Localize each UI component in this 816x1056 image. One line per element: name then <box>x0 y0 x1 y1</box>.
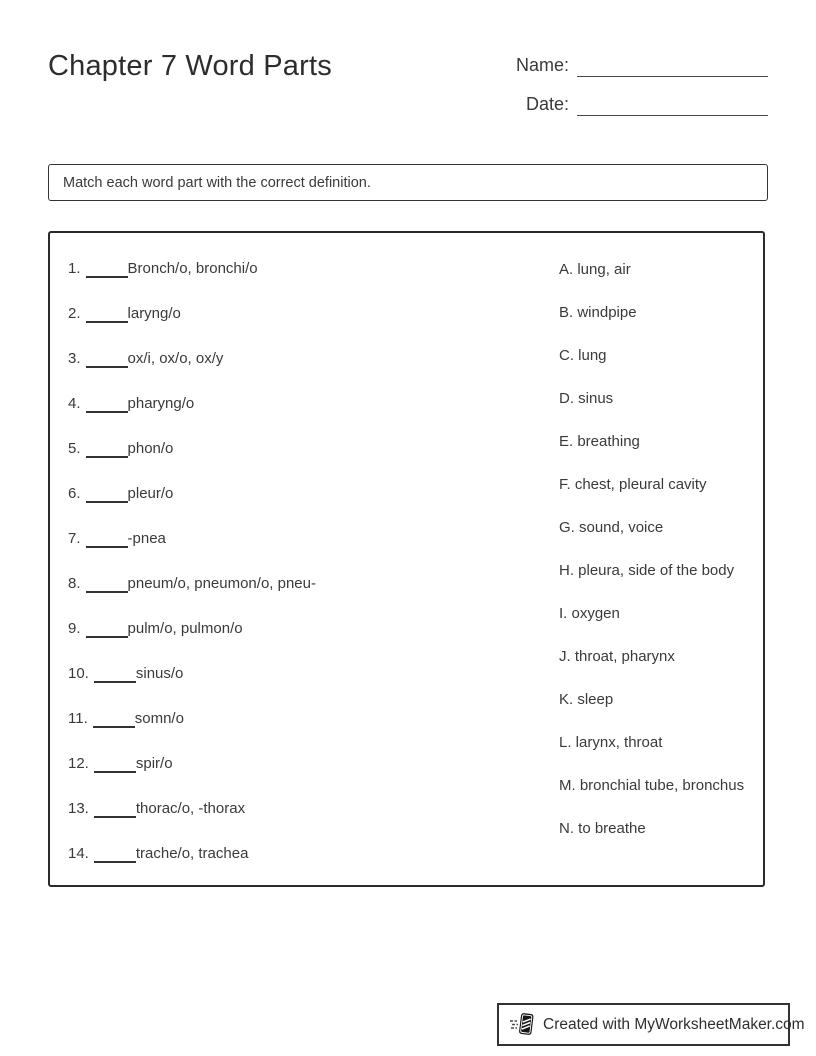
match-item-7 <box>68 530 316 548</box>
definition-option-e: E. breathing <box>559 433 640 450</box>
item-number: 1. <box>68 260 81 277</box>
item-term: trache/o, trachea <box>135 845 249 862</box>
item-term: laryng/o <box>127 305 181 322</box>
item-term: pharyng/o <box>127 395 195 412</box>
item-number: 14. <box>68 845 89 862</box>
definition-option-b: B. windpipe <box>559 304 637 321</box>
item-term: pleur/o <box>127 485 174 502</box>
item-term: spir/o <box>135 755 173 772</box>
match-item-11 <box>68 710 316 728</box>
item-term: ox/i, ox/o, ox/y <box>127 350 224 367</box>
item-number: 9. <box>68 620 81 637</box>
answer-blank-5[interactable] <box>86 444 128 458</box>
item-number: 2. <box>68 305 81 322</box>
item-number: 13. <box>68 800 89 817</box>
match-item-6 <box>68 485 316 503</box>
definition-option-a: A. lung, air <box>559 261 631 278</box>
definition-option-c: C. lung <box>559 347 607 364</box>
definition-option-n: N. to breathe <box>559 820 646 837</box>
item-term: phon/o <box>127 440 174 457</box>
definition-option-k: K. sleep <box>559 691 614 708</box>
answer-blank-6[interactable] <box>86 489 128 503</box>
item-number: 6. <box>68 485 81 502</box>
date-fill-line[interactable] <box>577 92 768 116</box>
definitions-column <box>559 261 744 863</box>
matching-quiz-box <box>48 231 765 887</box>
item-number: 8. <box>68 575 81 592</box>
worksheet-maker-logo-icon <box>509 1011 536 1038</box>
answer-blank-11[interactable] <box>93 714 135 728</box>
match-item-1 <box>68 260 316 278</box>
match-item-2 <box>68 305 316 323</box>
definition-option-i: I. oxygen <box>559 605 620 622</box>
item-number: 4. <box>68 395 81 412</box>
match-item-13 <box>68 800 316 818</box>
date-row <box>488 89 768 116</box>
match-item-10 <box>68 665 316 683</box>
item-number: 7. <box>68 530 81 547</box>
match-item-9 <box>68 620 316 638</box>
credit-footer <box>497 1003 805 1046</box>
answer-blank-1[interactable] <box>86 264 128 278</box>
answer-blank-14[interactable] <box>94 849 136 863</box>
terms-column <box>68 260 316 890</box>
item-term: pulm/o, pulmon/o <box>127 620 243 637</box>
answer-blank-12[interactable] <box>94 759 136 773</box>
definition-option-l: L. larynx, throat <box>559 734 663 751</box>
answer-blank-7[interactable] <box>86 534 128 548</box>
credit-text: Created with MyWorksheetMaker.com <box>543 1015 805 1033</box>
instructions-text: Match each word part with the correct definition. <box>63 174 371 191</box>
match-item-8 <box>68 575 316 593</box>
answer-blank-4[interactable] <box>86 399 128 413</box>
definition-option-j: J. throat, pharynx <box>559 648 675 665</box>
match-item-5 <box>68 440 316 458</box>
item-term: Bronch/o, bronchi/o <box>127 260 258 277</box>
answer-blank-13[interactable] <box>94 804 136 818</box>
instructions-box <box>48 164 768 201</box>
definition-option-m: M. bronchial tube, bronchus <box>559 777 745 794</box>
item-term: pneum/o, pneumon/o, pneu- <box>127 575 316 592</box>
match-item-12 <box>68 755 316 773</box>
answer-blank-9[interactable] <box>86 624 128 638</box>
match-item-14 <box>68 845 316 863</box>
answer-blank-2[interactable] <box>86 309 128 323</box>
item-number: 3. <box>68 350 81 367</box>
item-term: somn/o <box>134 710 184 727</box>
definition-option-h: H. pleura, side of the body <box>559 562 735 579</box>
match-item-4 <box>68 395 316 413</box>
item-term: -pnea <box>127 530 166 547</box>
answer-blank-8[interactable] <box>86 579 128 593</box>
item-number: 11. <box>68 710 88 727</box>
name-date-block <box>488 50 768 116</box>
answer-blank-3[interactable] <box>86 354 128 368</box>
name-fill-line[interactable] <box>577 53 768 77</box>
item-term: thorac/o, -thorax <box>135 800 246 817</box>
answer-blank-10[interactable] <box>94 669 136 683</box>
page-title: Chapter 7 Word Parts <box>48 50 332 82</box>
item-number: 12. <box>68 755 89 772</box>
definition-option-d: D. sinus <box>559 390 614 407</box>
name-label: Name: <box>515 55 569 75</box>
item-term: sinus/o <box>135 665 184 682</box>
match-item-3 <box>68 350 316 368</box>
item-number: 10. <box>68 665 89 682</box>
definition-option-f: F. chest, pleural cavity <box>559 476 707 493</box>
item-number: 5. <box>68 440 81 457</box>
date-label: Date: <box>525 94 569 114</box>
definition-option-g: G. sound, voice <box>559 519 664 536</box>
name-row <box>488 50 768 77</box>
